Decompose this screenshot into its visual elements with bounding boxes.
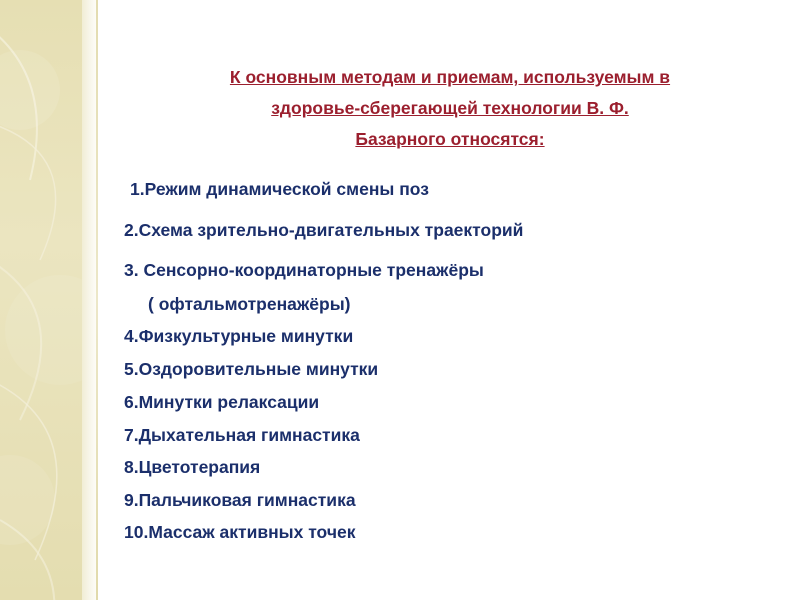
decorative-curves	[0, 0, 82, 600]
list-item-4: 4.Физкультурные минутки	[124, 326, 354, 346]
list-item-6: 6.Минутки релаксации	[124, 392, 320, 412]
title-line-3: Базарного относятся:	[355, 129, 545, 149]
list-item-10: 10.Массаж активных точек	[124, 522, 356, 542]
panel-divider	[96, 0, 98, 600]
list-item-8: 8.Цветотерапия	[124, 457, 261, 477]
panel-edge	[82, 0, 96, 600]
list-item-5: 5.Оздоровительные минутки	[124, 359, 379, 379]
list-item-3: 3. Сенсорно-координаторные тренажёры	[124, 260, 484, 280]
list-item-1: 1.Режим динамической смены поз	[130, 179, 429, 199]
slide-title	[140, 62, 760, 155]
list-item-2: 2.Схема зрительно-двигательных траекторий	[124, 220, 524, 240]
list-item-9: 9.Пальчиковая гимнастика	[124, 490, 356, 510]
decorative-side-panel	[0, 0, 82, 600]
title-line-1: К основным методам и приемам, используемым в	[229, 67, 671, 87]
list-item-7: 7.Дыхательная гимнастика	[124, 425, 360, 445]
list-item-3-continuation: ( офтальмотренажёры)	[148, 294, 351, 314]
title-line-2: здоровье-сберегающей технологии В. Ф.	[271, 98, 629, 118]
